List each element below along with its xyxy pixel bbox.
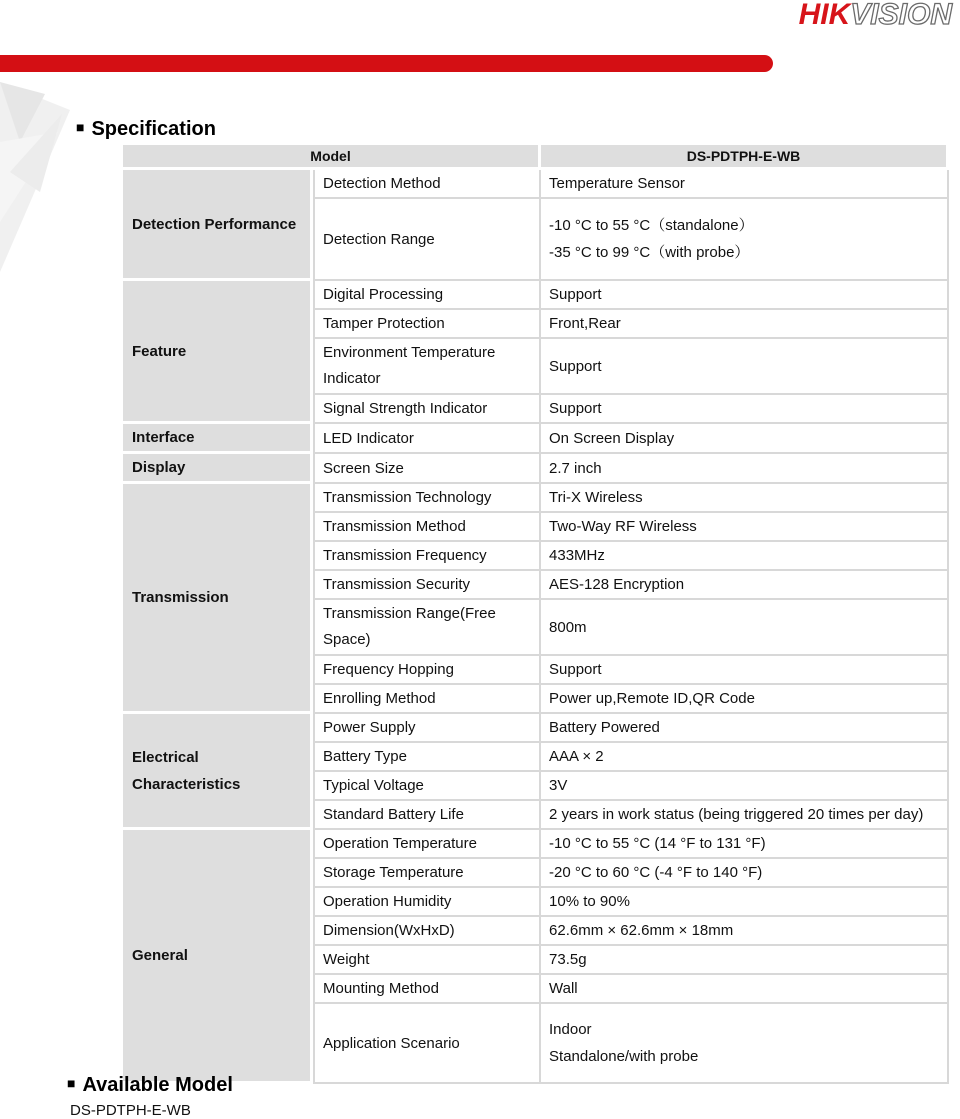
spec-value: [541, 888, 949, 917]
spec-category: Interface: [123, 424, 313, 454]
spec-parameter: Transmission Method: [313, 513, 541, 542]
spec-value: [541, 685, 949, 714]
spec-row: [123, 281, 949, 310]
spec-value: [541, 714, 949, 743]
spec-value-line: 2.7 inch: [549, 459, 602, 477]
spec-parameter: Weight: [313, 946, 541, 975]
spec-value-line: 3V: [549, 777, 568, 794]
spec-parameter: Mounting Method: [313, 975, 541, 1004]
spec-value-line: Battery Powered: [549, 719, 660, 736]
spec-category: Display: [123, 454, 313, 484]
spec-parameter: Signal Strength Indicator: [313, 395, 541, 424]
spec-category: Transmission: [123, 484, 313, 714]
spec-value-line: Support: [549, 286, 602, 303]
spec-parameter: LED Indicator: [313, 424, 541, 454]
spec-value: [541, 170, 949, 199]
spec-value: [541, 600, 949, 656]
spec-value: [541, 975, 949, 1004]
spec-value-line: Two-Way RF Wireless: [549, 518, 697, 535]
spec-parameter: Storage Temperature: [313, 859, 541, 888]
spec-parameter: Screen Size: [313, 454, 541, 484]
spec-row: [123, 714, 949, 743]
specification-heading: ■ Specification: [76, 118, 216, 140]
spec-parameter: Transmission Range(Free Space): [313, 600, 541, 656]
spec-value: [541, 656, 949, 685]
spec-value-line: Standalone/with probe: [549, 1048, 699, 1065]
spec-value-line: Power up,Remote ID,QR Code: [549, 690, 755, 707]
spec-value-line: -10 °C to 55 °C (14 °F to 131 °F): [549, 835, 766, 852]
spec-parameter: Detection Range: [313, 199, 541, 281]
spec-value-line: -35 °C to 99 °C（with probe）: [549, 244, 750, 261]
spec-value-line: 73.5g: [549, 951, 587, 968]
spec-value: [541, 571, 949, 600]
header-red-bar: [0, 55, 773, 72]
spec-row: [123, 830, 949, 859]
spec-parameter: Typical Voltage: [313, 772, 541, 801]
spec-value-line: -10 °C to 55 °C（standalone）: [549, 217, 754, 234]
spec-value-line: Support: [549, 661, 602, 678]
model-header-value: DS-PDTPH-E-WB: [541, 145, 949, 170]
spec-value: [541, 424, 949, 454]
spec-parameter: Battery Type: [313, 743, 541, 772]
spec-category: Feature: [123, 281, 313, 424]
spec-row: [123, 170, 949, 199]
spec-value: [541, 1004, 949, 1084]
spec-parameter: Operation Temperature: [313, 830, 541, 859]
table-header-row: [123, 145, 949, 170]
model-header-label: Model: [123, 145, 541, 170]
spec-value-line: 10% to 90%: [549, 893, 630, 910]
spec-value: [541, 484, 949, 513]
spec-parameter: Transmission Frequency: [313, 542, 541, 571]
spec-value: [541, 310, 949, 339]
spec-value-line: Support: [549, 357, 602, 375]
spec-value-line: 2 years in work status (being triggered 20 times per day): [549, 806, 924, 823]
spec-value-line: Indoor: [549, 1021, 592, 1038]
spec-row: [123, 454, 949, 484]
spec-value: [541, 743, 949, 772]
available-model-value: DS-PDTPH-E-WB: [70, 1102, 191, 1119]
spec-value-line: Front,Rear: [549, 315, 621, 332]
spec-parameter: Transmission Security: [313, 571, 541, 600]
spec-row: [123, 424, 949, 454]
spec-value-line: AAA × 2: [549, 748, 604, 765]
spec-value: [541, 542, 949, 571]
spec-value-line: On Screen Display: [549, 429, 675, 447]
spec-category: Electrical Characteristics: [123, 714, 313, 830]
available-model-heading: ■ Available Model: [67, 1074, 233, 1096]
spec-value: [541, 454, 949, 484]
spec-parameter: Frequency Hopping: [313, 656, 541, 685]
spec-value: [541, 830, 949, 859]
spec-value: [541, 772, 949, 801]
spec-value: [541, 339, 949, 395]
spec-parameter: Enrolling Method: [313, 685, 541, 714]
spec-value-line: Support: [549, 400, 602, 417]
spec-parameter: Operation Humidity: [313, 888, 541, 917]
spec-value: [541, 917, 949, 946]
spec-parameter: Environment Temperature Indicator: [313, 339, 541, 395]
spec-value: [541, 199, 949, 281]
spec-value-line: Temperature Sensor: [549, 175, 685, 192]
spec-parameter: Standard Battery Life: [313, 801, 541, 830]
spec-value: [541, 946, 949, 975]
spec-parameter: Detection Method: [313, 170, 541, 199]
spec-value: [541, 281, 949, 310]
spec-value-line: Wall: [549, 980, 578, 997]
specification-table: [123, 145, 949, 1084]
spec-row: [123, 484, 949, 513]
spec-parameter: Transmission Technology: [313, 484, 541, 513]
spec-value-line: 800m: [549, 618, 587, 636]
spec-value: [541, 513, 949, 542]
hikvision-logo: HIKVISION: [798, 0, 952, 31]
spec-value-line: 62.6mm × 62.6mm × 18mm: [549, 922, 734, 939]
decorative-shard-graphic: [0, 72, 120, 292]
spec-parameter: Digital Processing: [313, 281, 541, 310]
spec-category: Detection Performance: [123, 170, 313, 281]
spec-value: [541, 801, 949, 830]
spec-parameter: Power Supply: [313, 714, 541, 743]
spec-parameter: Application Scenario: [313, 1004, 541, 1084]
spec-value: [541, 859, 949, 888]
spec-value: [541, 395, 949, 424]
spec-value-line: 433MHz: [549, 547, 605, 564]
spec-category: General: [123, 830, 313, 1084]
spec-parameter: Dimension(WxHxD): [313, 917, 541, 946]
spec-value-line: -20 °C to 60 °C (-4 °F to 140 °F): [549, 864, 763, 881]
spec-parameter: Tamper Protection: [313, 310, 541, 339]
spec-value-line: Tri-X Wireless: [549, 489, 643, 506]
spec-value-line: AES-128 Encryption: [549, 576, 685, 593]
